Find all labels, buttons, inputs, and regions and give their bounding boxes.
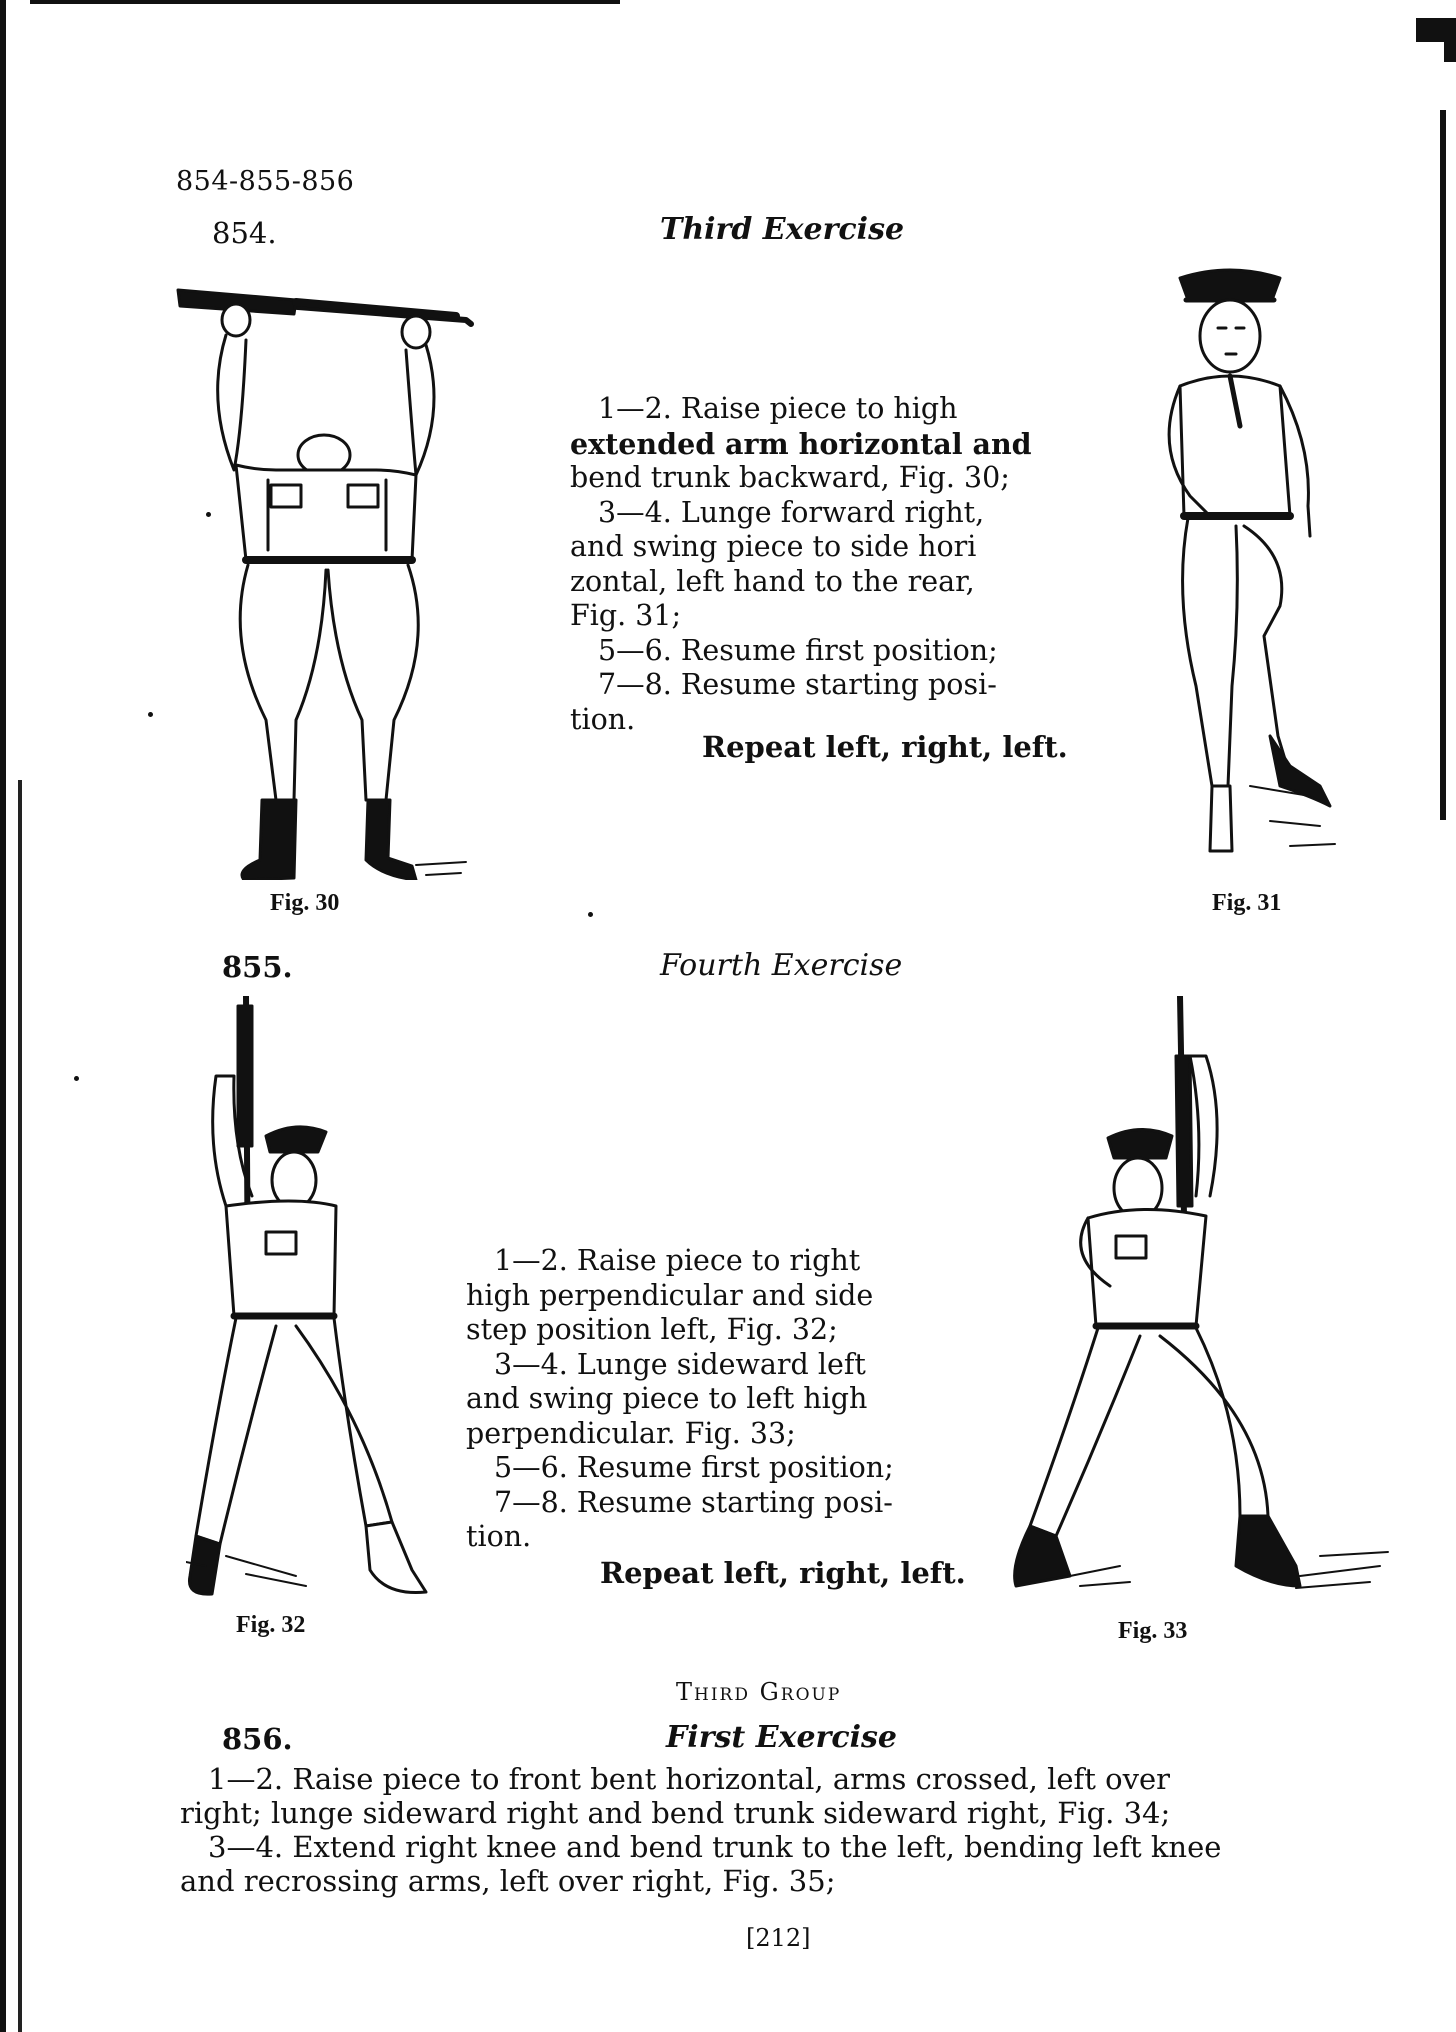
text-line: tion. bbox=[570, 702, 636, 736]
group-title: Third Group bbox=[676, 1678, 842, 1706]
text-line: 5—6. Resume first position; bbox=[494, 1451, 894, 1484]
exercise-855-text bbox=[466, 1244, 966, 1555]
text-line: zontal, left hand to the rear, bbox=[570, 564, 975, 598]
figure-30-illustration bbox=[176, 280, 476, 880]
scan-dot bbox=[148, 712, 153, 717]
scan-edge-left-inner bbox=[18, 780, 22, 2032]
text-line: extended arm horizontal and bbox=[570, 426, 1032, 461]
page-header-range: 854-855-856 bbox=[176, 166, 355, 197]
figure-31-illustration bbox=[1140, 266, 1340, 866]
figure-33-illustration bbox=[1000, 996, 1390, 1596]
section-number-855: 855. bbox=[222, 950, 293, 984]
text-line: and recrossing arms, left over right, Fig. 35; bbox=[180, 1864, 836, 1898]
figure-caption-32: Fig. 32 bbox=[236, 1612, 306, 1638]
scan-dot bbox=[588, 912, 593, 917]
text-line: 7—8. Resume starting posi- bbox=[598, 668, 997, 701]
scan-edge-right bbox=[1440, 110, 1446, 820]
repeat-instruction-854: Repeat left, right, left. bbox=[702, 730, 1068, 764]
text-line: and swing piece to side hori bbox=[570, 530, 977, 563]
figure-caption-33: Fig. 33 bbox=[1118, 1618, 1188, 1644]
text-line: 7—8. Resume starting posi- bbox=[494, 1485, 893, 1519]
repeat-instruction-855: Repeat left, right, left. bbox=[600, 1556, 966, 1590]
figure-32-illustration bbox=[186, 996, 446, 1596]
section-title-854: Third Exercise bbox=[660, 212, 905, 247]
text-line: right; lunge sideward right and bend trunk sideward right, Fig. 34; bbox=[180, 1796, 1171, 1830]
text-line: bend trunk backward, Fig. 30; bbox=[570, 461, 1010, 494]
exercise-854-text bbox=[570, 392, 1070, 737]
section-title-856: First Exercise bbox=[666, 1720, 897, 1755]
text-line: perpendicular. Fig. 33; bbox=[466, 1416, 796, 1450]
section-title-855: Fourth Exercise bbox=[660, 948, 903, 983]
text-line: 3—4. Lunge forward right, bbox=[598, 495, 985, 529]
exercise-856-text bbox=[180, 1762, 1380, 1898]
text-line: high perpendicular and side bbox=[466, 1278, 874, 1312]
text-line: 1—2. Raise piece to high bbox=[598, 392, 958, 425]
figure-caption-31: Fig. 31 bbox=[1212, 890, 1282, 916]
text-line: 3—4. Lunge sideward left bbox=[494, 1347, 866, 1381]
scan-edge-top bbox=[30, 0, 620, 4]
section-number-854: 854. bbox=[212, 216, 277, 250]
scan-edge-left bbox=[0, 0, 6, 2032]
text-line: and swing piece to left high bbox=[466, 1382, 868, 1415]
text-line: tion. bbox=[466, 1520, 532, 1553]
section-number-856: 856. bbox=[222, 1722, 293, 1756]
figure-caption-30: Fig. 30 bbox=[270, 890, 340, 916]
scan-dot bbox=[74, 1076, 79, 1081]
text-line: 1—2. Raise piece to right bbox=[494, 1244, 861, 1277]
text-line: 3—4. Extend right knee and bend trunk to the left, bending left knee bbox=[208, 1830, 1222, 1864]
text-line: 5—6. Resume first position; bbox=[598, 633, 998, 667]
text-line: Fig. 31; bbox=[570, 599, 682, 632]
page-number: [212] bbox=[746, 1924, 811, 1952]
text-line: 1—2. Raise piece to front bent horizontal, arms crossed, left over bbox=[208, 1762, 1170, 1796]
text-line: step position left, Fig. 32; bbox=[466, 1313, 838, 1346]
scan-corner-mark-2 bbox=[1444, 18, 1456, 62]
